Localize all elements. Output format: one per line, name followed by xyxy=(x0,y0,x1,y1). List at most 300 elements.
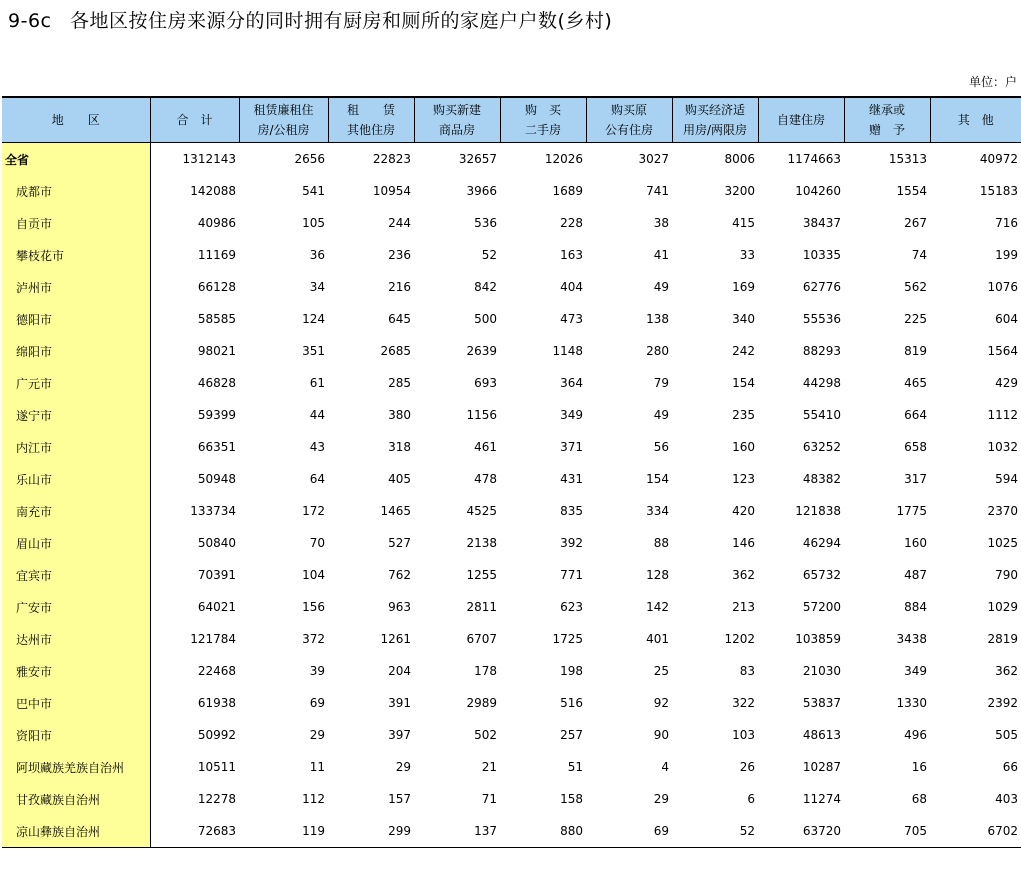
value-cell: 391 xyxy=(388,696,411,710)
region-cell: 阿坝藏族羌族自治州 xyxy=(2,751,150,783)
value-cell: 10511 xyxy=(197,760,236,774)
value-cell: 39 xyxy=(309,664,325,678)
value-cell: 235 xyxy=(732,408,755,422)
statistics-table xyxy=(2,96,1021,848)
value-cell: 842 xyxy=(474,280,497,294)
value-cell: 280 xyxy=(646,344,669,358)
table-row xyxy=(2,495,1021,527)
value-cell: 1261 xyxy=(380,632,411,646)
value-cell: 541 xyxy=(302,184,325,198)
value-cell: 61 xyxy=(309,376,325,390)
value-cell: 88 xyxy=(653,536,669,550)
value-cell: 38 xyxy=(653,216,669,230)
value-cell: 380 xyxy=(388,408,411,422)
value-cell: 41 xyxy=(653,248,669,262)
value-cell: 790 xyxy=(995,568,1018,582)
value-cell: 46828 xyxy=(197,376,236,390)
value-cell: 2392 xyxy=(987,696,1018,710)
table-row xyxy=(2,431,1021,463)
value-cell: 317 xyxy=(904,472,927,486)
value-cell: 1465 xyxy=(380,504,411,518)
value-cell: 10287 xyxy=(802,760,841,774)
value-cell: 123 xyxy=(732,472,755,486)
value-cell: 59399 xyxy=(197,408,236,422)
value-cell: 716 xyxy=(995,216,1018,230)
value-cell: 146 xyxy=(732,536,755,550)
value-cell: 1148 xyxy=(552,344,583,358)
value-cell: 1689 xyxy=(552,184,583,198)
column-header xyxy=(500,97,586,143)
value-cell: 404 xyxy=(560,280,583,294)
region-cell: 德阳市 xyxy=(2,303,150,335)
value-cell: 349 xyxy=(560,408,583,422)
value-cell: 658 xyxy=(904,440,927,454)
value-cell: 502 xyxy=(474,728,497,742)
value-cell: 364 xyxy=(560,376,583,390)
column-header-line: 合 计 xyxy=(176,113,213,127)
value-cell: 2138 xyxy=(466,536,497,550)
value-cell: 198 xyxy=(560,664,583,678)
value-cell: 2685 xyxy=(380,344,411,358)
value-cell: 372 xyxy=(302,632,325,646)
value-cell: 228 xyxy=(560,216,583,230)
value-cell: 44 xyxy=(309,408,325,422)
value-cell: 299 xyxy=(328,815,414,848)
region-cell: 全省 xyxy=(2,143,150,176)
value-cell: 594 xyxy=(995,472,1018,486)
value-cell: 562 xyxy=(904,280,927,294)
value-cell: 1725 xyxy=(552,632,583,646)
value-cell: 2656 xyxy=(294,152,325,166)
value-cell: 285 xyxy=(388,376,411,390)
table-row xyxy=(2,783,1021,815)
value-cell: 50840 xyxy=(197,536,236,550)
column-header-line: 购买原 xyxy=(610,103,647,117)
value-cell: 429 xyxy=(995,376,1018,390)
value-cell: 236 xyxy=(388,248,411,262)
value-cell: 963 xyxy=(388,600,411,614)
value-cell: 322 xyxy=(732,696,755,710)
value-cell: 362 xyxy=(732,568,755,582)
value-cell: 397 xyxy=(388,728,411,742)
value-cell: 705 xyxy=(844,815,930,848)
column-header-line: 继承或 xyxy=(868,103,905,117)
value-cell: 4 xyxy=(661,760,669,774)
region-cell: 广元市 xyxy=(2,367,150,399)
value-cell: 51 xyxy=(567,760,583,774)
value-cell: 63252 xyxy=(802,440,841,454)
value-cell: 2370 xyxy=(987,504,1018,518)
value-cell: 29 xyxy=(395,760,411,774)
value-cell: 420 xyxy=(732,504,755,518)
column-header-line: 二手房 xyxy=(524,123,561,137)
value-cell: 137 xyxy=(414,815,500,848)
value-cell: 104260 xyxy=(795,184,841,198)
value-cell: 69 xyxy=(309,696,325,710)
value-cell: 500 xyxy=(474,312,497,326)
value-cell: 32657 xyxy=(458,152,497,166)
column-header xyxy=(758,97,844,143)
table-row xyxy=(2,143,1021,176)
value-cell: 1112 xyxy=(987,408,1018,422)
value-cell: 46294 xyxy=(802,536,841,550)
value-cell: 65732 xyxy=(802,568,841,582)
value-cell: 318 xyxy=(388,440,411,454)
table-row xyxy=(2,623,1021,655)
value-cell: 178 xyxy=(474,664,497,678)
region-cell: 绵阳市 xyxy=(2,335,150,367)
column-header xyxy=(930,97,1021,143)
value-cell: 645 xyxy=(388,312,411,326)
region-cell: 巴中市 xyxy=(2,687,150,719)
value-cell: 11 xyxy=(309,760,325,774)
value-cell: 2811 xyxy=(466,600,497,614)
value-cell: 371 xyxy=(560,440,583,454)
value-cell: 53837 xyxy=(802,696,841,710)
value-cell: 2639 xyxy=(466,344,497,358)
value-cell: 835 xyxy=(560,504,583,518)
table-row xyxy=(2,399,1021,431)
value-cell: 142088 xyxy=(190,184,236,198)
value-cell: 604 xyxy=(995,312,1018,326)
table-row xyxy=(2,591,1021,623)
value-cell: 465 xyxy=(904,376,927,390)
column-header-line: 购买新建 xyxy=(432,103,481,117)
value-cell: 40986 xyxy=(197,216,236,230)
value-cell: 3027 xyxy=(638,152,669,166)
value-cell: 68 xyxy=(911,792,927,806)
value-cell: 66351 xyxy=(197,440,236,454)
value-cell: 69 xyxy=(586,815,672,848)
value-cell: 49 xyxy=(653,280,669,294)
value-cell: 74 xyxy=(911,248,927,262)
value-cell: 21030 xyxy=(802,664,841,678)
value-cell: 57200 xyxy=(802,600,841,614)
value-cell: 1029 xyxy=(987,600,1018,614)
value-cell: 83 xyxy=(739,664,755,678)
value-cell: 48613 xyxy=(802,728,841,742)
column-header-line: 自建住房 xyxy=(776,113,825,127)
value-cell: 2989 xyxy=(466,696,497,710)
value-cell: 72683 xyxy=(150,815,239,848)
value-cell: 160 xyxy=(732,440,755,454)
column-header xyxy=(239,97,328,143)
table-row xyxy=(2,207,1021,239)
unit-label: 单位：户 xyxy=(968,75,1017,89)
value-cell: 22468 xyxy=(197,664,236,678)
value-cell: 267 xyxy=(904,216,927,230)
table-row xyxy=(2,303,1021,335)
value-cell: 169 xyxy=(732,280,755,294)
value-cell: 71 xyxy=(481,792,497,806)
region-cell: 成都市 xyxy=(2,175,150,207)
region-cell: 泸州市 xyxy=(2,271,150,303)
table-row xyxy=(2,175,1021,207)
value-cell: 121838 xyxy=(795,504,841,518)
value-cell: 50948 xyxy=(197,472,236,486)
value-cell: 64 xyxy=(309,472,325,486)
value-cell: 1076 xyxy=(987,280,1018,294)
value-cell: 3200 xyxy=(724,184,755,198)
table-code: 9-6c xyxy=(8,10,52,32)
value-cell: 8006 xyxy=(724,152,755,166)
value-cell: 12026 xyxy=(544,152,583,166)
page-title xyxy=(8,6,612,33)
region-cell: 凉山彝族自治州 xyxy=(2,815,150,848)
value-cell: 1032 xyxy=(987,440,1018,454)
value-cell: 154 xyxy=(646,472,669,486)
table-row xyxy=(2,527,1021,559)
table-row xyxy=(2,815,1021,848)
value-cell: 244 xyxy=(388,216,411,230)
value-cell: 63720 xyxy=(758,815,844,848)
value-cell: 10954 xyxy=(372,184,411,198)
value-cell: 884 xyxy=(904,600,927,614)
value-cell: 693 xyxy=(474,376,497,390)
value-cell: 11169 xyxy=(197,248,236,262)
region-cell: 宜宾市 xyxy=(2,559,150,591)
value-cell: 1025 xyxy=(987,536,1018,550)
value-cell: 79 xyxy=(653,376,669,390)
value-cell: 49 xyxy=(653,408,669,422)
table-row xyxy=(2,239,1021,271)
value-cell: 128 xyxy=(646,568,669,582)
table-row xyxy=(2,367,1021,399)
table-body xyxy=(2,143,1021,848)
value-cell: 242 xyxy=(732,344,755,358)
value-cell: 160 xyxy=(904,536,927,550)
region-cell: 内江市 xyxy=(2,431,150,463)
table-title: 各地区按住房来源分的同时拥有厨房和厕所的家庭户户数(乡村) xyxy=(70,10,613,32)
region-cell: 攀枝花市 xyxy=(2,239,150,271)
value-cell: 3966 xyxy=(466,184,497,198)
column-header-line: 房/公租房 xyxy=(257,123,310,137)
value-cell: 55410 xyxy=(802,408,841,422)
value-cell: 1554 xyxy=(896,184,927,198)
region-cell: 眉山市 xyxy=(2,527,150,559)
value-cell: 401 xyxy=(646,632,669,646)
value-cell: 15313 xyxy=(888,152,927,166)
value-cell: 213 xyxy=(732,600,755,614)
value-cell: 496 xyxy=(904,728,927,742)
column-header-line: 其他住房 xyxy=(346,123,395,137)
column-header-line: 购 买 xyxy=(524,103,561,117)
value-cell: 62776 xyxy=(802,280,841,294)
value-cell: 392 xyxy=(560,536,583,550)
value-cell: 21 xyxy=(481,760,497,774)
column-header xyxy=(150,97,239,143)
value-cell: 38437 xyxy=(802,216,841,230)
column-header xyxy=(844,97,930,143)
value-cell: 6 xyxy=(747,792,755,806)
value-cell: 64021 xyxy=(197,600,236,614)
column-header-line: 赠 予 xyxy=(868,123,905,137)
value-cell: 741 xyxy=(646,184,669,198)
value-cell: 1255 xyxy=(466,568,497,582)
value-cell: 403 xyxy=(995,792,1018,806)
value-cell: 415 xyxy=(732,216,755,230)
column-header xyxy=(586,97,672,143)
column-header-line: 其 他 xyxy=(957,113,994,127)
column-header-line: 公有住房 xyxy=(604,123,653,137)
value-cell: 1202 xyxy=(724,632,755,646)
table-row xyxy=(2,335,1021,367)
value-cell: 762 xyxy=(388,568,411,582)
value-cell: 257 xyxy=(560,728,583,742)
value-cell: 157 xyxy=(388,792,411,806)
value-cell: 6702 xyxy=(930,815,1021,848)
region-cell: 达州市 xyxy=(2,623,150,655)
column-header-line: 商品房 xyxy=(438,123,475,137)
value-cell: 527 xyxy=(388,536,411,550)
value-cell: 55536 xyxy=(802,312,841,326)
value-cell: 105 xyxy=(302,216,325,230)
value-cell: 473 xyxy=(560,312,583,326)
value-cell: 664 xyxy=(904,408,927,422)
value-cell: 1174663 xyxy=(787,152,841,166)
value-cell: 103 xyxy=(732,728,755,742)
column-header xyxy=(414,97,500,143)
value-cell: 516 xyxy=(560,696,583,710)
value-cell: 204 xyxy=(388,664,411,678)
value-cell: 623 xyxy=(560,600,583,614)
value-cell: 29 xyxy=(309,728,325,742)
value-cell: 405 xyxy=(388,472,411,486)
value-cell: 4525 xyxy=(466,504,497,518)
value-cell: 121784 xyxy=(190,632,236,646)
value-cell: 771 xyxy=(560,568,583,582)
value-cell: 70 xyxy=(309,536,325,550)
value-cell: 16 xyxy=(911,760,927,774)
value-cell: 34 xyxy=(309,280,325,294)
value-cell: 44298 xyxy=(802,376,841,390)
value-cell: 70391 xyxy=(197,568,236,582)
value-cell: 334 xyxy=(646,504,669,518)
table-row xyxy=(2,559,1021,591)
value-cell: 1312143 xyxy=(182,152,236,166)
table-row xyxy=(2,719,1021,751)
value-cell: 880 xyxy=(500,815,586,848)
column-header xyxy=(672,97,758,143)
table-row xyxy=(2,751,1021,783)
value-cell: 10335 xyxy=(802,248,841,262)
region-cell: 资阳市 xyxy=(2,719,150,751)
value-cell: 66128 xyxy=(197,280,236,294)
value-cell: 172 xyxy=(302,504,325,518)
value-cell: 505 xyxy=(995,728,1018,742)
region-cell: 自贡市 xyxy=(2,207,150,239)
value-cell: 90 xyxy=(653,728,669,742)
column-header-line: 用房/两限房 xyxy=(682,123,748,137)
value-cell: 25 xyxy=(653,664,669,678)
table-header xyxy=(2,97,1021,143)
value-cell: 1775 xyxy=(896,504,927,518)
column-header xyxy=(2,97,150,143)
value-cell: 158 xyxy=(560,792,583,806)
value-cell: 12278 xyxy=(197,792,236,806)
value-cell: 6707 xyxy=(466,632,497,646)
value-cell: 349 xyxy=(904,664,927,678)
value-cell: 536 xyxy=(474,216,497,230)
value-cell: 487 xyxy=(904,568,927,582)
value-cell: 52 xyxy=(672,815,758,848)
value-cell: 199 xyxy=(995,248,1018,262)
value-cell: 362 xyxy=(995,664,1018,678)
column-header-line: 购买经济适 xyxy=(684,103,745,117)
value-cell: 103859 xyxy=(795,632,841,646)
value-cell: 52 xyxy=(481,248,497,262)
value-cell: 340 xyxy=(732,312,755,326)
table-row xyxy=(2,463,1021,495)
value-cell: 61938 xyxy=(197,696,236,710)
value-cell: 1330 xyxy=(896,696,927,710)
value-cell: 112 xyxy=(302,792,325,806)
value-cell: 11274 xyxy=(802,792,841,806)
column-header xyxy=(328,97,414,143)
value-cell: 104 xyxy=(302,568,325,582)
table-row xyxy=(2,655,1021,687)
value-cell: 43 xyxy=(309,440,325,454)
table-row xyxy=(2,687,1021,719)
value-cell: 15183 xyxy=(979,184,1018,198)
value-cell: 66 xyxy=(1002,760,1018,774)
region-cell: 南充市 xyxy=(2,495,150,527)
value-cell: 22823 xyxy=(372,152,411,166)
value-cell: 119 xyxy=(239,815,328,848)
value-cell: 40972 xyxy=(979,152,1018,166)
value-cell: 26 xyxy=(739,760,755,774)
value-cell: 163 xyxy=(560,248,583,262)
value-cell: 98021 xyxy=(197,344,236,358)
value-cell: 431 xyxy=(560,472,583,486)
table-row xyxy=(2,271,1021,303)
column-header-line: 租 赁 xyxy=(346,103,395,117)
region-cell: 乐山市 xyxy=(2,463,150,495)
value-cell: 461 xyxy=(474,440,497,454)
value-cell: 58585 xyxy=(197,312,236,326)
column-header-line: 地 区 xyxy=(51,113,100,127)
value-cell: 3438 xyxy=(896,632,927,646)
value-cell: 2819 xyxy=(987,632,1018,646)
region-cell: 遂宁市 xyxy=(2,399,150,431)
region-cell: 甘孜藏族自治州 xyxy=(2,783,150,815)
value-cell: 48382 xyxy=(802,472,841,486)
value-cell: 156 xyxy=(302,600,325,614)
value-cell: 216 xyxy=(388,280,411,294)
region-cell: 雅安市 xyxy=(2,655,150,687)
value-cell: 142 xyxy=(646,600,669,614)
value-cell: 351 xyxy=(302,344,325,358)
value-cell: 138 xyxy=(646,312,669,326)
value-cell: 225 xyxy=(904,312,927,326)
header-row xyxy=(2,97,1021,143)
value-cell: 33 xyxy=(739,248,755,262)
value-cell: 154 xyxy=(732,376,755,390)
value-cell: 50992 xyxy=(197,728,236,742)
value-cell: 92 xyxy=(653,696,669,710)
column-header-line: 租赁廉租住 xyxy=(253,103,314,117)
value-cell: 1156 xyxy=(466,408,497,422)
value-cell: 819 xyxy=(904,344,927,358)
value-cell: 1564 xyxy=(987,344,1018,358)
value-cell: 88293 xyxy=(802,344,841,358)
value-cell: 36 xyxy=(309,248,325,262)
value-cell: 124 xyxy=(302,312,325,326)
region-cell: 广安市 xyxy=(2,591,150,623)
value-cell: 133734 xyxy=(190,504,236,518)
value-cell: 29 xyxy=(653,792,669,806)
value-cell: 56 xyxy=(653,440,669,454)
